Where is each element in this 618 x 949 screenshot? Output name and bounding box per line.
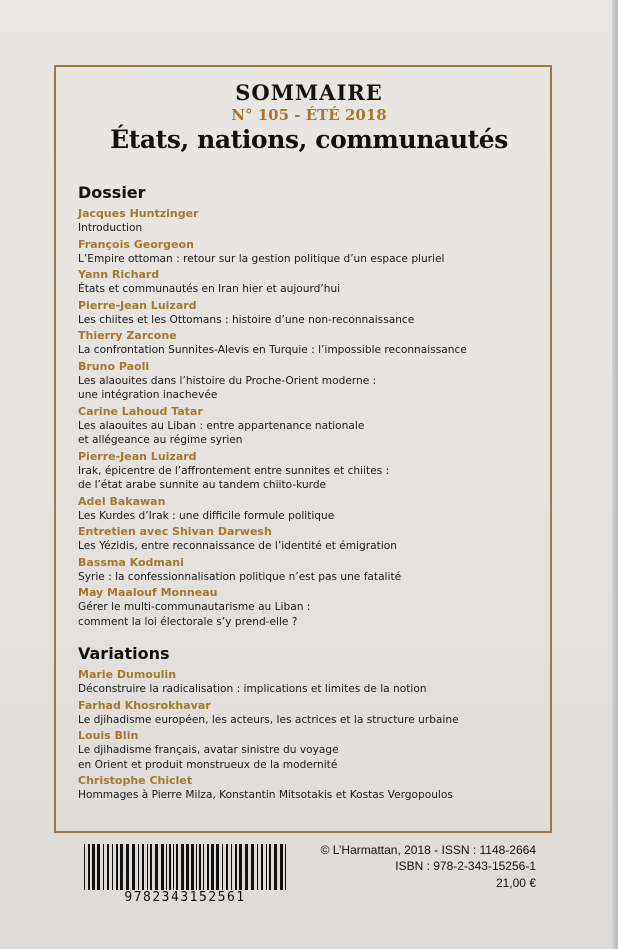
- dossier-list: [78, 207, 538, 629]
- barcode-bar: [142, 844, 144, 890]
- entry-author: Thierry Zarcone: [78, 329, 177, 342]
- entry-author: Entretien avec Shivan Darwesh: [78, 525, 272, 538]
- contents-entry: [78, 668, 538, 697]
- barcode-bar: [150, 844, 152, 890]
- entry-article-title: en Orient et produit monstrueux de la modernité: [78, 758, 338, 771]
- contents-entry: [78, 329, 538, 358]
- entry-author: Adel Bakawan: [78, 494, 166, 508]
- dossier-section: [78, 183, 538, 629]
- entry-author: Yann Richard: [78, 268, 160, 281]
- entry-article-title: Les Yézidis, entre reconnaissance de l’identité et émigration: [78, 540, 397, 552]
- barcode-bar: [285, 844, 286, 890]
- contents-entry: [78, 586, 538, 629]
- barcode-bar: [261, 844, 263, 890]
- copyright-line: © L’Harmattan, 2018 - ISSN : 1148-2664: [320, 843, 536, 857]
- barcode-bar: [103, 844, 104, 890]
- barcode-bar: [138, 844, 139, 890]
- contents-entry: [78, 207, 538, 236]
- entry-author: Bassma Kodmani: [78, 555, 184, 569]
- barcode-bar: [97, 844, 100, 890]
- barcode-bar: [196, 844, 197, 890]
- barcode-bars: [84, 844, 286, 890]
- contents-entry: [78, 525, 538, 554]
- contents-entry: [78, 495, 538, 524]
- barcode: [80, 838, 290, 908]
- isbn-line: ISBN : 978-2-343-15256-1: [395, 859, 536, 873]
- entry-article-title: de l’état arabe sunnite au tandem chiito-kurde: [78, 479, 327, 491]
- table-of-contents: [78, 183, 538, 805]
- entry-article-title: L’Empire ottoman : retour sur la gestion politique d’un espace pluriel: [78, 252, 445, 265]
- entry-article-title: Le djihadisme français, avatar sinistre du voyage: [78, 744, 339, 756]
- variations-section: [78, 644, 538, 803]
- entry-article-title: Déconstruire la radicalisation : implications et limites de la notion: [78, 683, 427, 695]
- barcode-bar: [226, 844, 228, 890]
- barcode-bar: [203, 844, 204, 890]
- barcode-bar: [107, 844, 109, 890]
- barcode-bar: [216, 844, 219, 890]
- issue-title: États, nations, communautés: [110, 125, 508, 154]
- entry-article-title: une intégration inachevée: [78, 389, 218, 401]
- entry-article-title: Le djihadisme européen, les acteurs, les actrices et la structure urbaine: [78, 713, 459, 726]
- entry-article-title: et allégeance au régime syrien: [78, 434, 243, 446]
- barcode-bar: [88, 844, 90, 890]
- barcode-bar: [120, 844, 123, 890]
- contents-entry: [78, 405, 538, 448]
- entry-author: François Georgeon: [78, 237, 194, 251]
- entry-article-title: La confrontation Sunnites-Alevis en Turquie : l’impossible reconnaissance: [78, 344, 467, 356]
- barcode-bar: [266, 844, 267, 890]
- barcode-bar: [166, 844, 167, 890]
- barcode-bar: [155, 844, 158, 890]
- entry-article-title: Hommages à Pierre Milza, Konstantin Mitsotakis et Kostas Vergopoulos: [78, 789, 453, 801]
- barcode-bar: [116, 844, 118, 890]
- entry-article-title: Syrie : la confessionnalisation politique n’est pas une fatalité: [78, 570, 402, 583]
- barcode-number: 9782343152561: [124, 890, 246, 905]
- barcode-bar: [84, 844, 85, 890]
- barcode-bar: [173, 844, 174, 890]
- barcode-bar: [251, 844, 254, 890]
- entry-author: Jacques Huntzinger: [78, 207, 199, 220]
- barcode-bar: [274, 844, 277, 890]
- entry-article-title: Irak, épicentre de l’affrontement entre sunnites et chiites :: [78, 464, 390, 477]
- contents-entry: [78, 360, 538, 403]
- entry-author: Carine Lahoud Tatar: [78, 404, 203, 418]
- dossier-heading: Dossier: [78, 183, 146, 202]
- entry-article-title: États et communautés en Iran hier et aujourd’hui: [78, 283, 341, 295]
- barcode-bar: [92, 844, 95, 890]
- barcode-bar: [161, 844, 164, 890]
- barcode-bar: [211, 844, 214, 890]
- barcode-bar: [245, 844, 248, 890]
- barcode-bar: [239, 844, 242, 890]
- barcode-bar: [186, 844, 189, 890]
- entry-author: Christophe Chiclet: [78, 774, 193, 787]
- barcode-bar: [199, 844, 201, 890]
- contents-entry: [78, 268, 538, 297]
- entry-author: Bruno Paoli: [78, 359, 150, 373]
- entry-article-title: Introduction: [78, 222, 143, 234]
- entry-author: Pierre-Jean Luizard: [78, 449, 197, 463]
- entry-author: Marie Dumoulin: [78, 668, 177, 681]
- barcode-bar: [181, 844, 184, 890]
- barcode-bar: [132, 844, 135, 890]
- entry-article-title: Les alaouites dans l’histoire du Proche-Orient moderne :: [78, 374, 377, 387]
- contents-entry: [78, 774, 538, 803]
- barcode-bar: [112, 844, 113, 890]
- barcode-bar: [176, 844, 178, 890]
- barcode-bar: [222, 844, 223, 890]
- entry-author: Farhad Khosrokhavar: [78, 698, 211, 712]
- issue-number: N° 105 - ÉTÉ 2018: [231, 106, 387, 124]
- barcode-bar: [280, 844, 283, 890]
- entry-author: Louis Blin: [78, 729, 139, 742]
- contents-entry: [78, 299, 538, 328]
- entry-author: Pierre-Jean Luizard: [78, 298, 197, 312]
- contents-entry: [78, 699, 538, 728]
- barcode-bar: [269, 844, 271, 890]
- barcode-bar: [235, 844, 237, 890]
- sommaire-heading: SOMMAIRE: [235, 80, 383, 105]
- variations-heading: Variations: [78, 644, 170, 663]
- variations-list: [78, 668, 538, 803]
- barcode-bar: [231, 844, 232, 890]
- barcode-bar: [169, 844, 171, 890]
- barcode-bar: [257, 844, 258, 890]
- contents-entry: [78, 729, 538, 772]
- contents-entry: [78, 556, 538, 585]
- barcode-bar: [147, 844, 148, 890]
- entry-article-title: Les chiites et les Ottomans : histoire d’une non-reconnaissance: [78, 313, 415, 326]
- barcode-bar: [191, 844, 194, 890]
- entry-article-title: Gérer le multi-communautarisme au Liban :: [78, 601, 311, 613]
- entry-article-title: Les alaouites au Liban : entre appartenance nationale: [78, 419, 365, 432]
- barcode-bar: [207, 844, 209, 890]
- barcode-bar: [126, 844, 129, 890]
- contents-entry: [78, 238, 538, 267]
- contents-entry: [78, 450, 538, 493]
- entry-article-title: comment la loi électorale s’y prend-elle ?: [78, 615, 298, 628]
- entry-author: May Maalouf Monneau: [78, 586, 218, 599]
- entry-article-title: Les Kurdes d’Irak : une difficile formule politique: [78, 509, 335, 522]
- price: 21,00 €: [495, 876, 536, 890]
